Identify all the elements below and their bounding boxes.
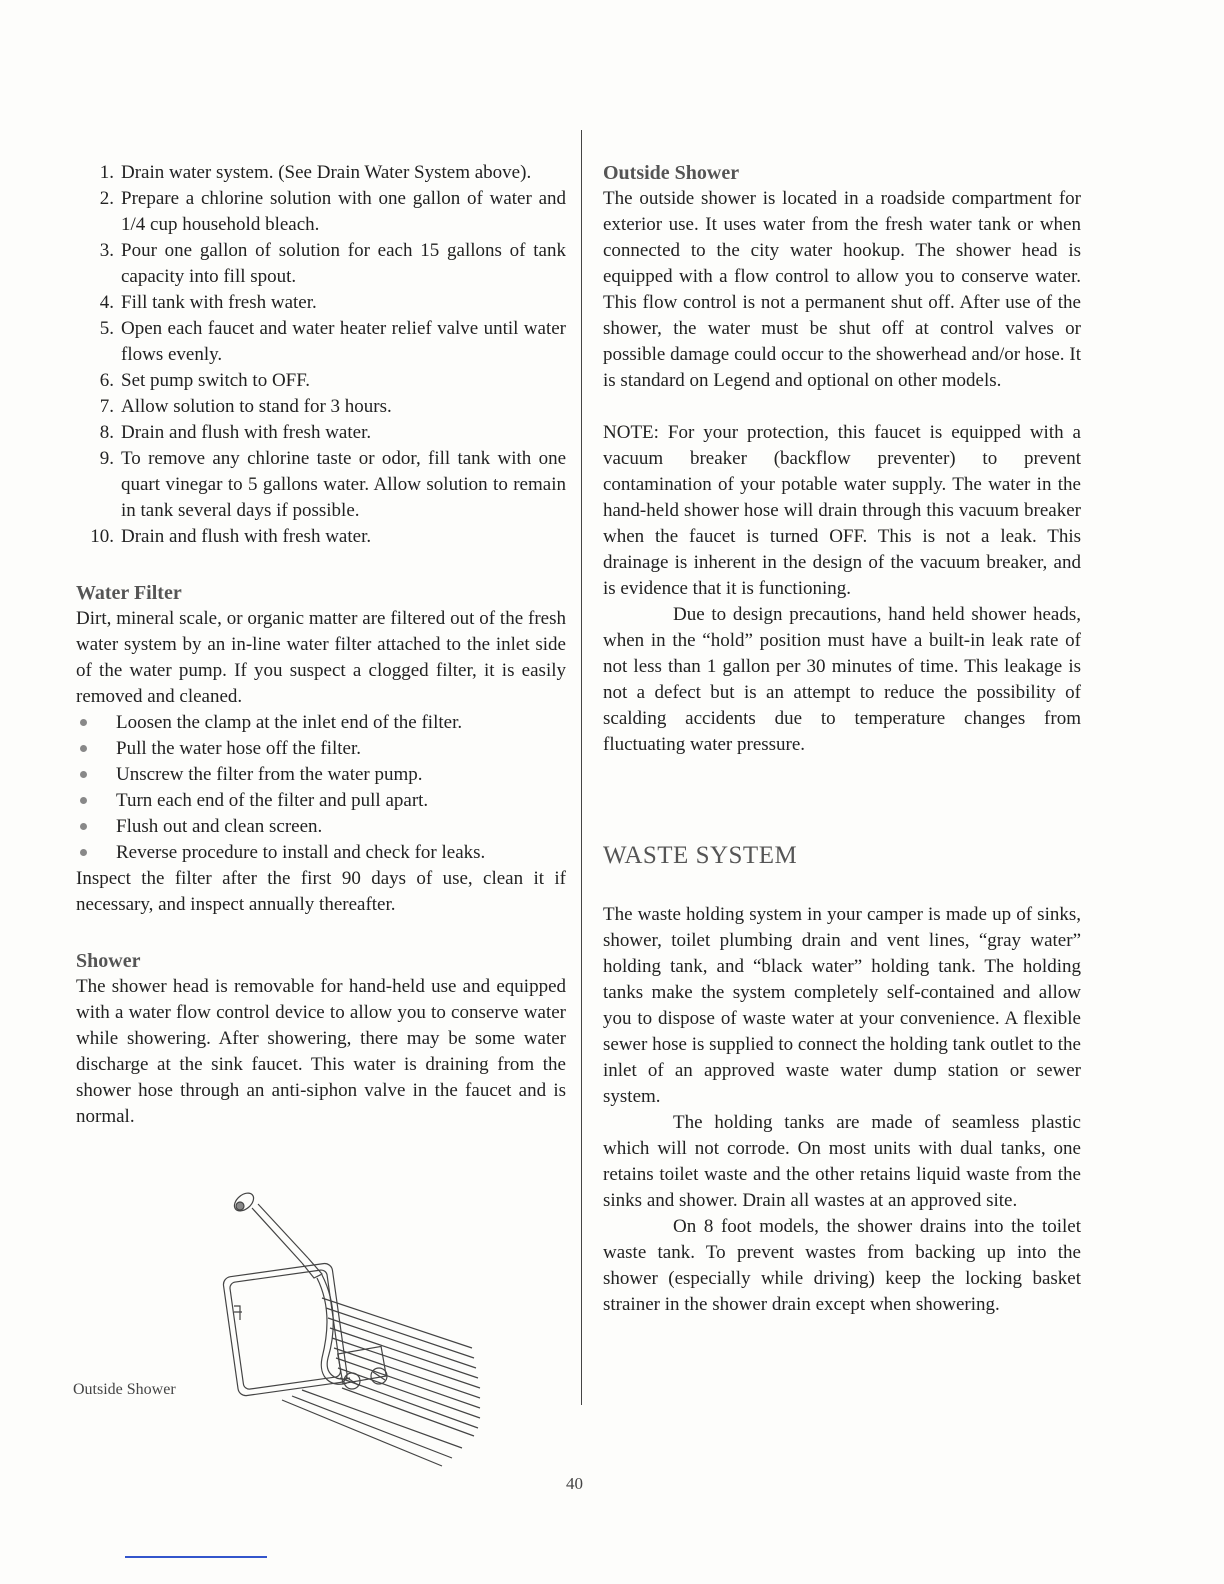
bullet-icon [80,745,87,752]
footer-rule [125,1556,267,1558]
outside-shower-design: Due to design precautions, hand held shower heads, when in the “hold” position must have a built-in leak rate of not less than 1 gallon per 30 minutes of time. This leakage is not a defect but is an attempt to reduce the possibility of scalding accidents due to temperature changes from fluctuating water pressure. [603,604,1081,755]
water-filter-bullets [76,710,566,866]
step-item: 6. Set pump switch to OFF. [99,370,311,391]
outside-shower-illustration [222,1178,487,1468]
column-divider [581,130,582,1405]
step-item: 2. Prepare a chlorine solution with one gallon of water and 1/4 cup household bleach. [99,188,566,235]
page-number: 40 [566,1474,583,1493]
shower-heading: Shower [76,950,141,972]
waste-system-p1: The waste holding system in your camper is made up of sinks, shower, toilet plumbing drain and vent lines, “gray water” holding tank, and “black water” holding tank. The holding tanks make the system completely self-contained and allow you to dispose of waste water at your convenience. A flexible sewer hose is supplied to connect the holding tank outlet to the inlet of an approved waste water dump station or sewer system. [603,904,1081,1107]
bullet-item: Loosen the clamp at the inlet end of the filter. [76,710,566,736]
bullet-icon [80,719,87,726]
outside-shower-note: NOTE: For your protection, this faucet is equipped with a vacuum breaker (backflow preventer) to prevent contamination of your potable water supply. The water in the hand-held shower hose will drain through this vacuum breaker when the faucet is turned OFF. This is not a leak. This drainage is inherent in the design of the vacuum breaker, and is evidence that it is functioning. [603,422,1081,599]
outside-shower-drawing [222,1178,487,1468]
right-column [603,160,1081,1318]
bullet-item: Reverse procedure to install and check for leaks. [76,840,566,866]
bullet-item: Turn each end of the filter and pull apart. [76,788,566,814]
figure-caption: Outside Shower [73,1381,176,1398]
bullet-item: Pull the water hose off the filter. [76,736,566,762]
water-filter-intro: Dirt, mineral scale, or organic matter are filtered out of the fresh water system by an in-line water filter attached to the inlet side of the water pump. If you suspect a clogged filter, it is easily removed and cleaned. [76,608,566,707]
step-item: 5. Open each faucet and water heater relief valve until water flows evenly. [99,318,566,365]
water-filter-closing: Inspect the filter after the first 90 days of use, clean it if necessary, and inspect annually thereafter. [76,868,566,915]
water-filter-heading: Water Filter [76,582,182,604]
bullet-icon [80,823,87,830]
step-item: 1. Drain water system. (See Drain Water System above). [99,162,532,183]
sanitize-steps-list [76,160,566,550]
bullet-icon [80,797,87,804]
outside-shower-text: The outside shower is located in a roadside compartment for exterior use. It uses water from the fresh water tank or when connected to the city water hookup. The shower head is equipped with a flow control to allow you to conserve water. This flow control is not a permanent shut off. After use of the shower, the water must be shut off at control valves or possible damage could occur to the showerhead and/or hose. It is standard on Legend and optional on other models. [603,188,1081,391]
step-item: 8. Drain and flush with fresh water. [99,422,372,443]
step-item: 9. To remove any chlorine taste or odor, fill tank with one quart vinegar to 5 gallons water. Allow solution to remain in tank several days if possible. [99,448,566,521]
bullet-icon [80,771,87,778]
waste-system-p2: The holding tanks are made of seamless plastic which will not corrode. On most units with dual tanks, one retains toilet waste and the other retains liquid waste from the sinks and shower. Drain all wastes at an approved site. [603,1112,1081,1211]
waste-system-heading: WASTE SYSTEM [603,842,798,869]
step-item: 10. Drain and flush with fresh water. [90,526,372,547]
bullet-icon [80,849,87,856]
waste-system-p3: On 8 foot models, the shower drains into the toilet waste tank. To prevent wastes from backing up into the shower (especially while driving) keep the locking basket strainer in the shower drain except when showering. [603,1216,1081,1315]
step-item: 4. Fill tank with fresh water. [99,292,317,313]
step-item: 7. Allow solution to stand for 3 hours. [99,396,392,417]
left-column [76,160,566,1130]
step-item: 3. Pour one gallon of solution for each 15 gallons of tank capacity into fill spout. [99,240,566,287]
outside-shower-heading: Outside Shower [603,162,740,184]
bullet-item: Flush out and clean screen. [76,814,566,840]
bullet-item: Unscrew the filter from the water pump. [76,762,566,788]
shower-text: The shower head is removable for hand-held use and equipped with a water flow control device to allow you to conserve water while showering. After showering, there may be some water discharge at the sink faucet. This water is draining from the shower hose through an anti-siphon valve in the faucet and is normal. [76,976,566,1127]
